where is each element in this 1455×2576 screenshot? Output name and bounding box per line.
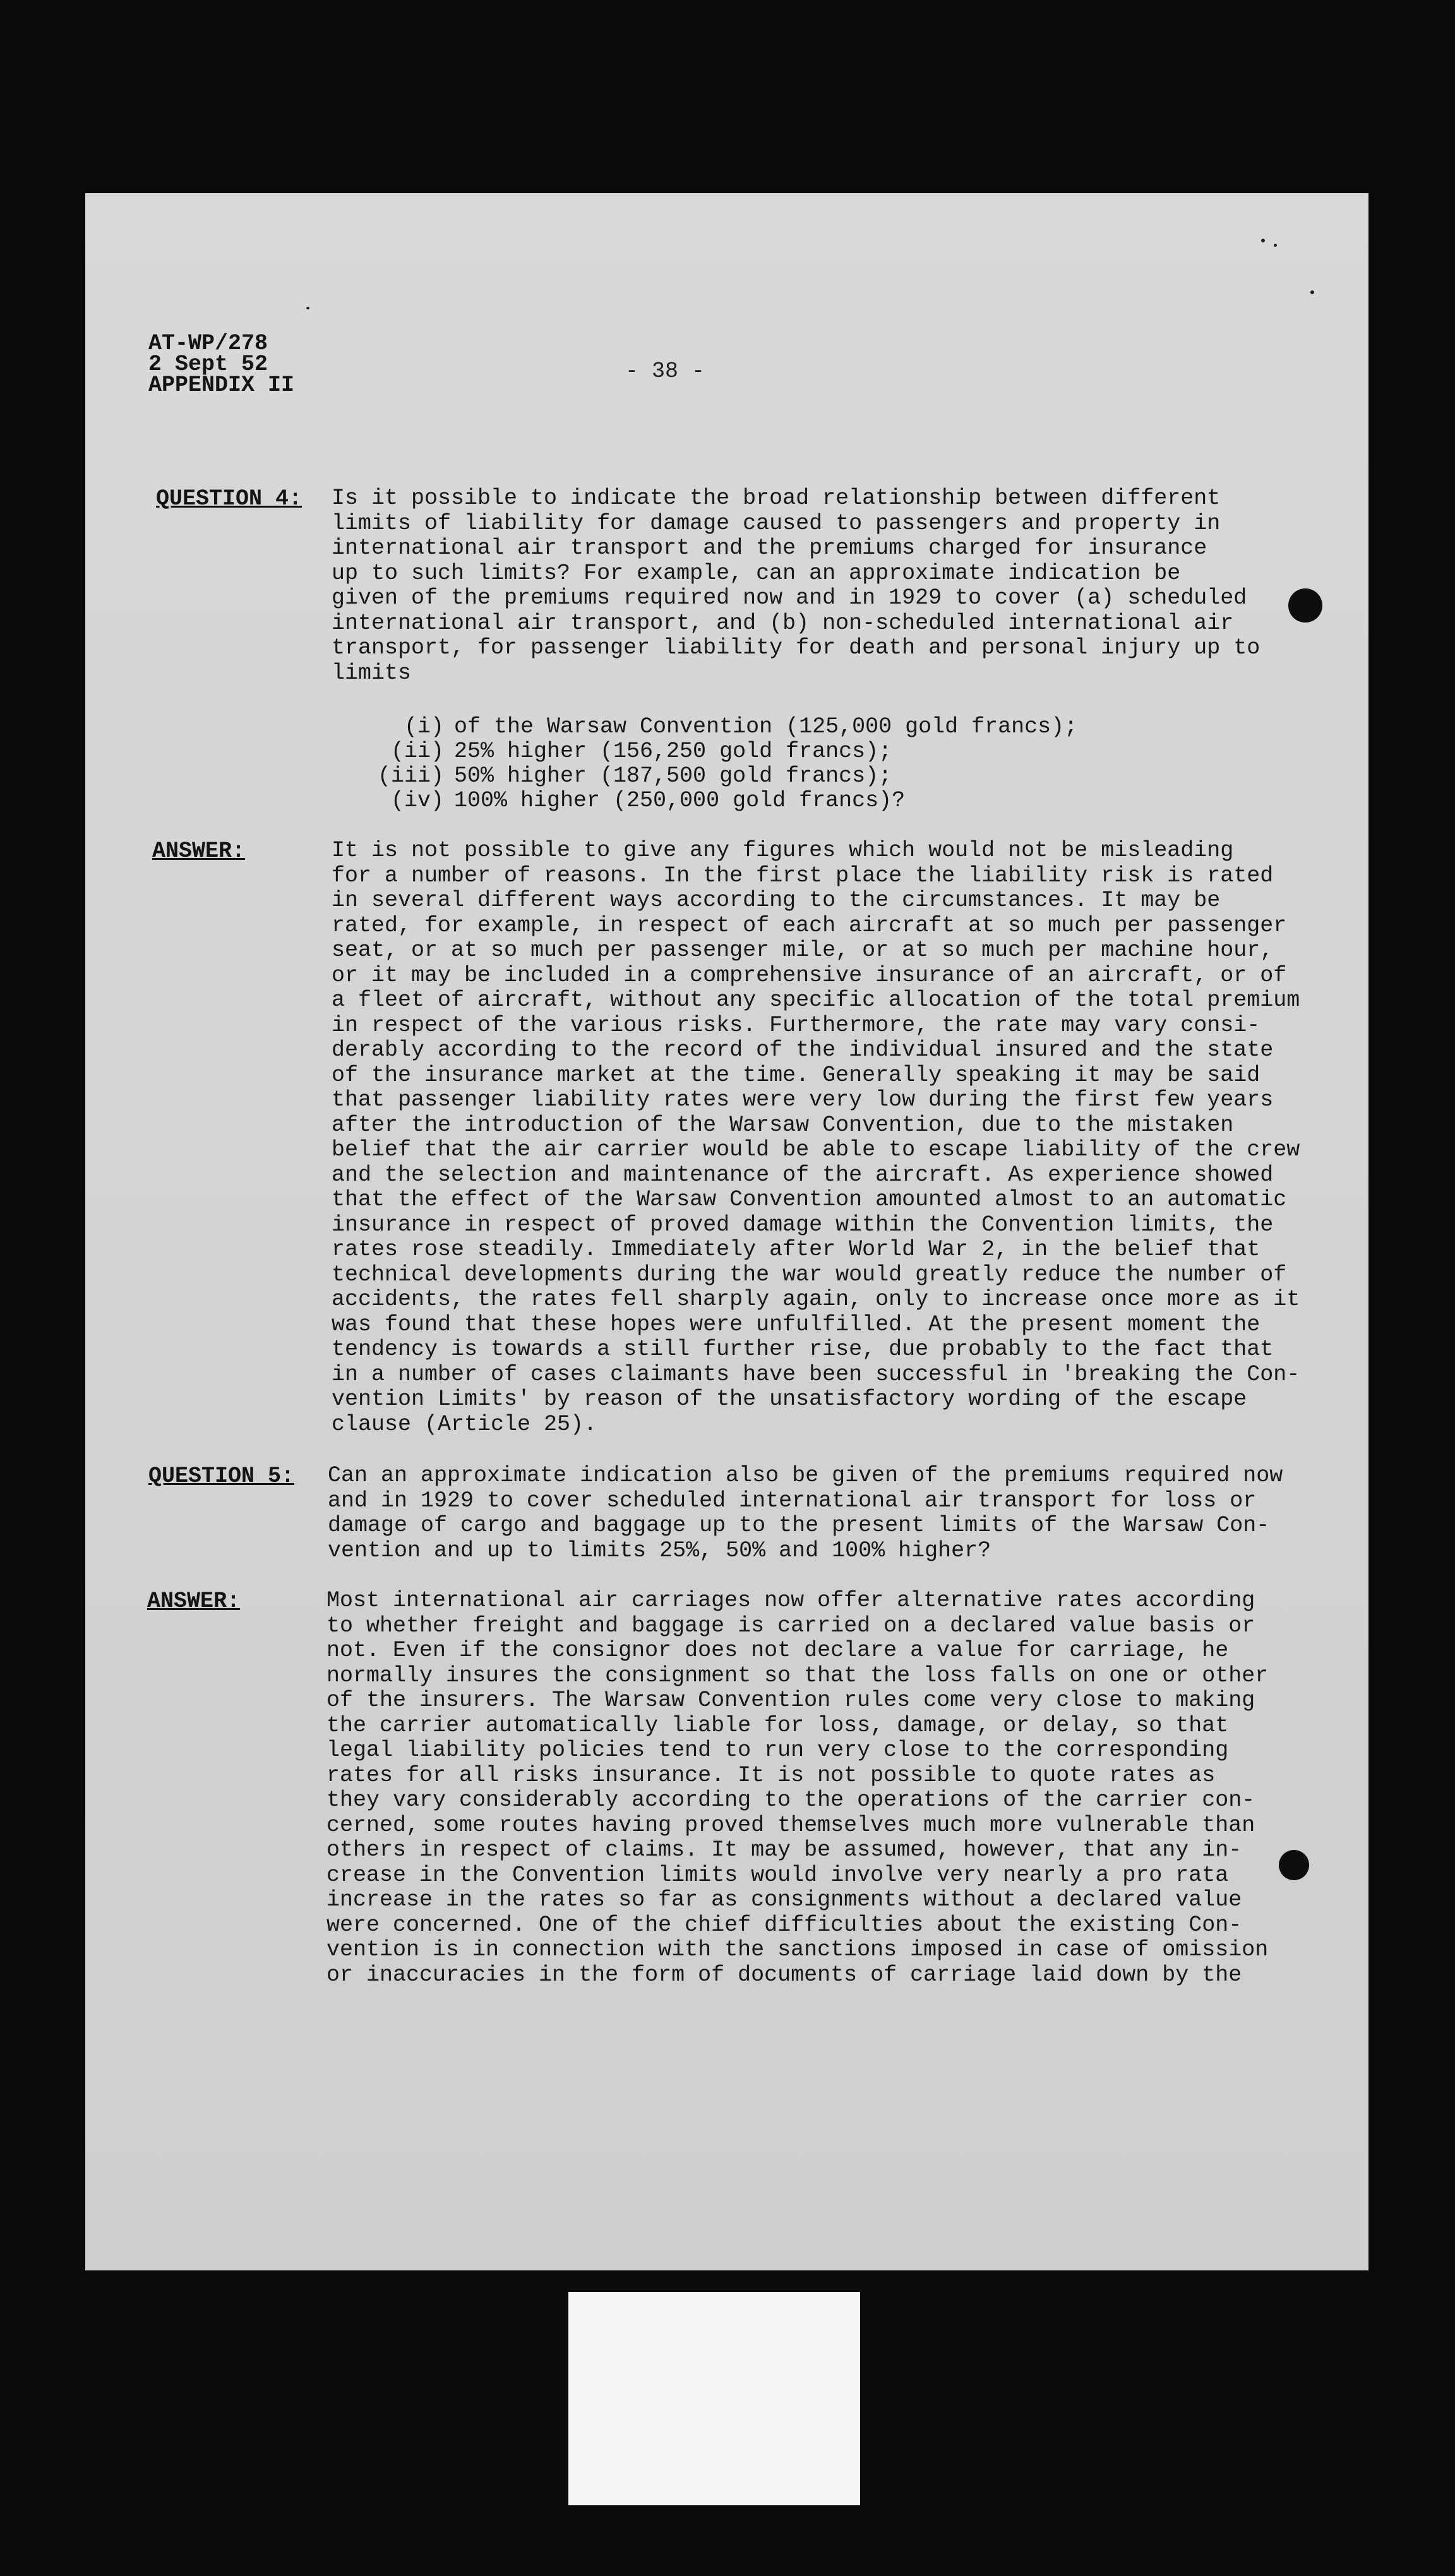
dust-speck — [1274, 244, 1277, 247]
text-line: belief that the air carrier would be able to escape liability of the crew — [332, 1137, 1300, 1162]
text-line: technical developments during the war would greatly reduce the number of — [332, 1261, 1287, 1287]
text-line: vention Limits' by reason of the unsatisfactory wording of the escape — [332, 1386, 1247, 1412]
text-line: increase in the rates so far as consignments without a declared value — [326, 1887, 1242, 1912]
text-line: a fleet of aircraft, without any specific allocation of the total premium — [332, 987, 1300, 1013]
text-line: international air transport and the premiums charged for insurance — [332, 535, 1207, 561]
list-item-text: of the Warsaw Convention (125,000 gold francs); — [454, 714, 1078, 739]
text-line: the carrier automatically liable for loss, damage, or delay, so that — [326, 1712, 1229, 1738]
punch-hole — [1279, 1850, 1309, 1880]
text-line: Is it possible to indicate the broad relationship between different — [332, 486, 1221, 511]
dust-speck — [306, 307, 309, 309]
question-5-text — [328, 1464, 1338, 1563]
text-line: crease in the Convention limits would involve very nearly a pro rata — [326, 1862, 1229, 1888]
text-line: international air transport, and (b) non-scheduled international air — [332, 610, 1234, 636]
question-5-label: QUESTION 5: — [148, 1464, 295, 1489]
list-item-number: (i) — [404, 714, 444, 739]
text-line: normally insures the consignment so that the loss falls on one or other — [326, 1662, 1269, 1688]
text-line: in several different ways according to the circumstances. It may be — [332, 888, 1221, 913]
text-line: and the selection and maintenance of the aircraft. As experience showed — [332, 1162, 1274, 1188]
page-number: - 38 - — [625, 359, 705, 384]
appendix-label: APPENDIX II — [148, 373, 295, 398]
text-line: to whether freight and baggage is carried on a declared value basis or — [326, 1613, 1255, 1638]
text-line: not. Even if the consignor does not declare a value for carriage, he — [326, 1638, 1229, 1663]
text-line: It is not possible to give any figures which would not be misleading — [332, 838, 1234, 863]
text-line: was found that these hopes were unfulfilled. At the present moment the — [332, 1311, 1260, 1337]
text-line: insurance in respect of proved damage within the Convention limits, the — [332, 1212, 1274, 1237]
text-line: rates for all risks insurance. It is not possible to quote rates as — [326, 1762, 1216, 1788]
text-line: clause (Article 25). — [332, 1411, 597, 1437]
text-line: they vary considerably according to the operations of the carrier con- — [326, 1787, 1255, 1813]
text-line: that passenger liability rates were very low during the first few years — [332, 1087, 1274, 1112]
list-item-number: (iv) — [390, 788, 444, 813]
text-line: that the effect of the Warsaw Convention amounted almost to an automatic — [332, 1187, 1287, 1212]
answer-5-text — [326, 1589, 1337, 1988]
text-line: in a number of cases claimants have been successful in 'breaking the Con- — [332, 1361, 1300, 1387]
text-line: rates rose steadily. Immediately after World War 2, in the belief that — [332, 1237, 1260, 1262]
text-line: legal liability policies tend to run very close to the corresponding — [326, 1738, 1229, 1763]
list-item — [376, 764, 1077, 789]
text-line: transport, for passenger liability for death and personal injury up to — [332, 635, 1260, 660]
list-item-text: 50% higher (187,500 gold francs); — [454, 763, 892, 789]
list-item — [376, 789, 1077, 813]
paper-slip — [568, 2292, 860, 2505]
dust-speck — [1261, 239, 1265, 242]
text-line: limits — [332, 660, 412, 686]
list-item-number: (iii) — [377, 763, 444, 789]
answer-4-text — [332, 838, 1342, 1437]
text-line: damage of cargo and baggage up to the present limits of the Warsaw Con- — [328, 1513, 1270, 1538]
punch-hole — [1288, 588, 1322, 623]
answer-5-label: ANSWER: — [147, 1589, 241, 1614]
dust-speck — [1310, 290, 1314, 294]
list-item — [376, 739, 1077, 764]
text-line: given of the premiums required now and in 1929 to cover (a) scheduled — [332, 585, 1247, 611]
doc-date: 2 Sept 52 — [148, 352, 268, 377]
list-item-text: 100% higher (250,000 gold francs)? — [454, 788, 906, 813]
text-line: up to such limits? For example, can an approximate indication be — [332, 560, 1181, 586]
question-4-label: QUESTION 4: — [156, 486, 302, 511]
text-line: were concerned. One of the chief difficulties about the existing Con- — [326, 1912, 1242, 1938]
text-line: tendency is towards a still further rise, due probably to the fact that — [332, 1337, 1274, 1362]
text-line: seat, or at so much per passenger mile, or at so much per machine hour, — [332, 938, 1274, 963]
text-line: or it may be included in a comprehensive insurance of an aircraft, or of — [332, 962, 1287, 988]
list-item-text: 25% higher (156,250 gold francs); — [454, 739, 892, 764]
text-line: for a number of reasons. In the first place the liability risk is rated — [332, 862, 1274, 888]
text-line: in respect of the various risks. Furthermore, the rate may vary consi- — [332, 1012, 1260, 1038]
text-line: others in respect of claims. It may be assumed, however, that any in- — [326, 1837, 1242, 1863]
text-line: accidents, the rates fell sharply again, only to increase once more as it — [332, 1287, 1300, 1312]
list-item-number: (ii) — [390, 739, 444, 764]
text-line: derably according to the record of the individual insured and the state — [332, 1037, 1274, 1063]
text-line: and in 1929 to cover scheduled international air transport for loss or — [328, 1488, 1257, 1513]
text-line: of the insurance market at the time. Generally speaking it may be said — [332, 1062, 1260, 1088]
text-line: of the insurers. The Warsaw Convention rules come very close to making — [326, 1688, 1255, 1713]
answer-4-label: ANSWER: — [152, 838, 246, 864]
text-line: vention is in connection with the sanctions imposed in case of omission — [326, 1937, 1269, 1962]
document-header — [148, 333, 294, 396]
text-line: Can an approximate indication also be given of the premiums required now — [328, 1463, 1283, 1488]
text-line: limits of liability for damage caused to passengers and property in — [332, 510, 1221, 536]
question-4-limits-list — [376, 715, 1077, 813]
text-line: vention and up to limits 25%, 50% and 100% higher? — [328, 1537, 991, 1563]
text-line: or inaccuracies in the form of documents of carriage laid down by the — [326, 1962, 1242, 1988]
text-line: rated, for example, in respect of each aircraft at so much per passenger — [332, 912, 1287, 938]
text-line: Most international air carriages now offer alternative rates according — [326, 1588, 1255, 1613]
document-page — [85, 193, 1368, 2270]
list-item — [376, 715, 1077, 739]
text-line: after the introduction of the Warsaw Convention, due to the mistaken — [332, 1112, 1234, 1138]
doc-id: AT-WP/278 — [148, 331, 268, 356]
text-line: cerned, some routes having proved themselves much more vulnerable than — [326, 1812, 1255, 1838]
question-4-text — [332, 486, 1342, 686]
